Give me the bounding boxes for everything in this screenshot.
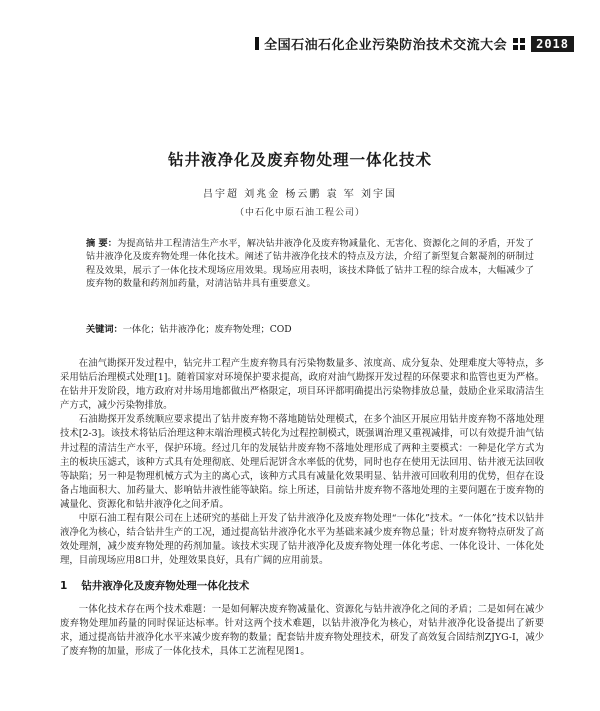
paragraph: 中原石油工程有限公司在上述研究的基础上开发了钻井液净化及废弃物处理“一体化”技术。“一体化”技术以钻井液净化为核心，结合钻井生产的工况，通过提高钻井液净化水平为基础来减少废弃物总量；针对废弃物特点研发了高效处理剂，减少废弃物处理的药剂加量。该技术实现了钻井液净化及废弃物处理一体化考虑、一体化设计、一体化处理，目前现场应用8口井，处理效果良好，具有广阔的应用前景。: [60, 513, 544, 567]
section-title: 钻井液净化及废弃物处理一体化技术: [81, 580, 250, 592]
header-bar-icon: [255, 37, 259, 50]
paper-title: 钻井液净化及废弃物处理一体化技术: [167, 151, 432, 169]
keywords: [86, 323, 534, 336]
abstract-label: 摘 要：: [86, 238, 118, 249]
introduction-body: [60, 357, 544, 568]
keywords-label: 关键词：: [86, 324, 123, 335]
header-square-icon: [513, 38, 525, 50]
running-header: [240, 34, 574, 53]
section-heading: [60, 578, 249, 593]
conference-name: 全国石油石化企业污染防治技术交流大会: [264, 38, 508, 53]
author-list: 吕宇超 刘兆金 杨云鹏 袁 军 刘宇国: [203, 189, 397, 200]
abstract: [86, 237, 534, 290]
section-body: [60, 603, 544, 659]
paragraph: 石油勘探开发系统顺应要求提出了钻井废弃物不落地随钻处理模式，在多个油区开展应用钻井废弃物不落地处理技术[2-3]。该技术将钻后治理这种末端治理模式转化为过程控制模式，既强调治理又重视减排，可以有效提升油气钻井过程的清洁生产水平，保护环境。经过几年的发展钻井废弃物不落地处理形成了两种主要模式：一种是化学方式为主的板块压滤式，该种方式具有处理彻底、处理后泥饼含水率低的优势，同时也存在使用无法回用、钻井液无法回收等缺陷；另一种是物理机械方式为主的离心式，该种方式具有减量化效果明显、钻井液可回收利用的优势，但存在设备占地面积大、加药量大、影响钻井液性能等缺陷。综上所述，目前钻井废弃物不落地处理的主要问题在于废弃物的减量化、资源化和钻井液净化之间矛盾。: [60, 414, 544, 510]
paragraph: 在油气勘探开发过程中，钻完井工程产生废弃物具有污染物数量多、浓度高、成分复杂、处理难度大等特点，多采用钻后治理模式处理[1]。随着国家对环境保护要求提高，政府对油气勘探开发过程的环保要求和监管也更为严格。在钻井开发阶段，地方政府对井场用地都做出严格限定，项目环评都明确提出污染物排放总量，鼓励企业采取清洁生产方式，减少污染物排放。: [60, 358, 544, 412]
author-affiliation: （中石化中原石油工程公司）: [234, 208, 365, 218]
section-number: 1: [60, 580, 68, 592]
abstract-text: 为提高钻井工程清洁生产水平，解决钻井液净化及废弃物减量化、无害化、资源化之间的矛盾，开发了钻井液净化及废弃物处理一体化技术。阐述了钻井液净化技术的特点及方法，介绍了新型复合絮凝剂的研制过程及效果，展示了一体化技术现场应用效果。现场应用表明，该技术降低了钻井工程的综合成本，大幅减少了废弃物的数量和药剂加药量，对清洁钻井具有重要意义。: [86, 238, 534, 289]
keywords-text: 一体化；钻井液净化；废弃物处理；COD: [122, 324, 292, 335]
conference-year: 2018: [531, 36, 574, 52]
paragraph: 一体化技术存在两个技术难题：一是如何解决废弃物减量化、资源化与钻井液净化之间的矛盾；二是如何在减少废弃物处理加药量的同时保证达标率。针对这两个技术难题，以钻井液净化为核心，对钻井液净化设备提出了新要求，通过提高钻井液净化水平来减少废弃物的数量；配套钻井废弃物处理技术，研发了高效复合固结剂ZJYG-Ⅰ，减少了废弃物的加量，形成了一体化技术，具体工艺流程见图1。: [60, 604, 544, 658]
